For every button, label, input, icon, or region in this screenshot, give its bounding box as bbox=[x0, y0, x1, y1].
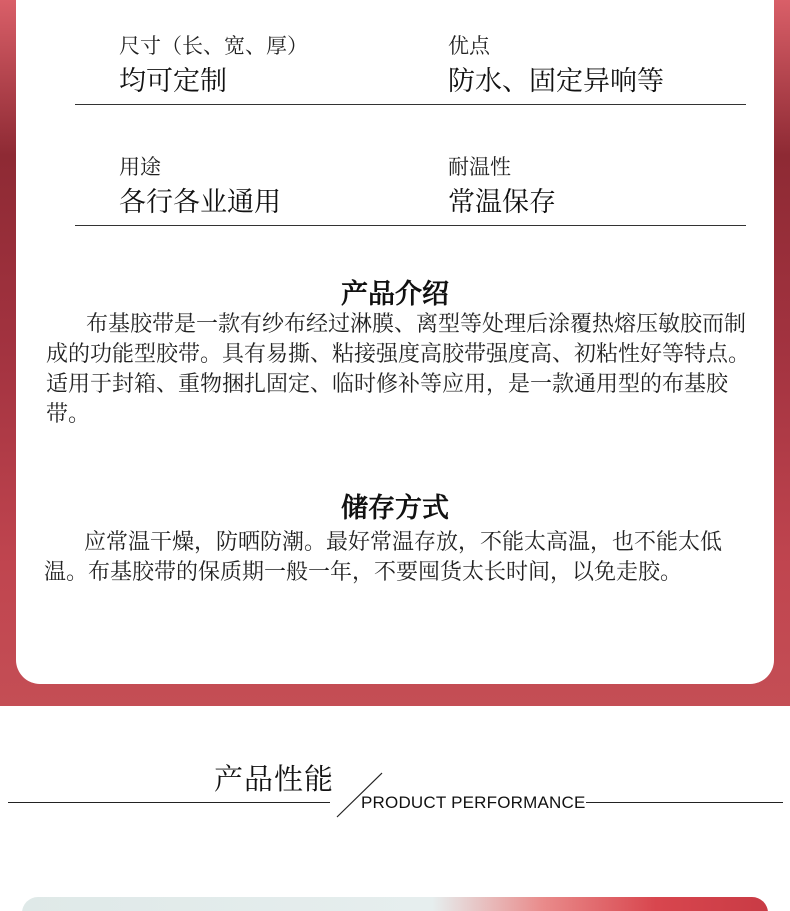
divider-left bbox=[8, 802, 330, 803]
next-section-preview bbox=[22, 897, 768, 911]
spec-value: 均可定制 bbox=[119, 66, 227, 97]
spec-row bbox=[75, 34, 746, 105]
spec-label: 优点 bbox=[448, 34, 490, 58]
spec-label: 用途 bbox=[119, 155, 161, 179]
spec-usage bbox=[119, 155, 281, 219]
performance-subtitle: PRODUCT PERFORMANCE bbox=[361, 793, 586, 812]
storage-paragraph: 应常温干燥，防晒防潮。最好常温存放，不能太高温，也不能太低温。布基胶带的保质期一般一年，不要囤货太长时间，以免走胶。 bbox=[44, 530, 723, 585]
spec-advantage bbox=[448, 34, 664, 98]
spec-temperature bbox=[448, 155, 556, 219]
spec-row bbox=[75, 155, 746, 226]
spec-value: 常温保存 bbox=[448, 187, 556, 218]
spec-label: 尺寸（长、宽、厚） bbox=[119, 34, 308, 58]
performance-title: 产品性能 bbox=[214, 762, 335, 796]
spec-label: 耐温性 bbox=[448, 155, 511, 179]
spec-size bbox=[119, 34, 308, 98]
intro-paragraph: 布基胶带是一款有纱布经过淋膜、离型等处理后涂覆热熔压敏胶而制成的功能型胶带。具有易撕、粘接强度高胶带强度高、初粘性好等特点。适用于封箱、重物捆扎固定、临时修补等应用，是一款通用型的布基胶带。 bbox=[46, 312, 751, 427]
storage-title: 储存方式 bbox=[341, 493, 449, 524]
intro-title: 产品介绍 bbox=[341, 279, 449, 310]
spec-value: 防水、固定异响等 bbox=[448, 66, 664, 97]
divider-right bbox=[586, 802, 783, 803]
spec-value: 各行各业通用 bbox=[119, 187, 281, 218]
